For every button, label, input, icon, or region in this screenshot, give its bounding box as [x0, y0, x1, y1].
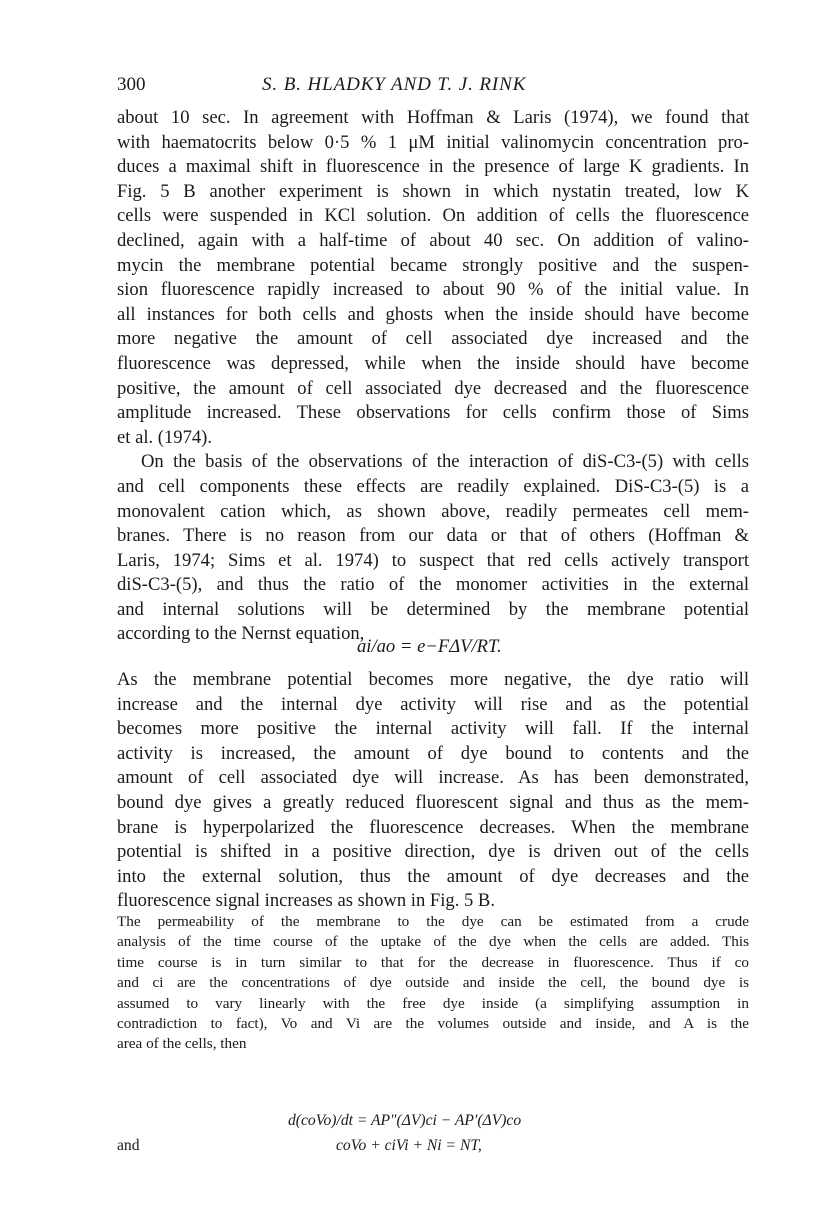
- body-text: [117, 106, 749, 647]
- running-head: S. B. HLADKY AND T. J. RINK: [262, 74, 527, 95]
- text-line: fluorescence signal increases as shown in Fig. 5 B.: [117, 890, 495, 912]
- uptake-rate-equation: d(coVo)/dt = AP″(ΔV)ci − AP′(ΔV)co: [288, 1112, 522, 1129]
- text-line: all instances for both cells and ghosts when the inside should have become: [117, 303, 749, 325]
- text-line: increase and the internal dye activity will rise and as the potential: [117, 693, 749, 715]
- text-line: about 10 sec. In agreement with Hoffman & Laris (1974), we found that: [117, 107, 749, 128]
- nernst-equation: ai/ao = e−FΔV/RT.: [357, 636, 502, 657]
- text-line: according to the Nernst equation,: [117, 623, 365, 645]
- text-line: Laris, 1974; Sims et al. 1974) to suspect that red cells actively transport: [117, 549, 749, 571]
- small-text-line: area of the cells, then: [117, 1035, 247, 1053]
- small-text-line: time course is in turn similar to that for the decrease in fluorescence. Thus if co: [117, 953, 749, 971]
- text-line: declined, again with a half-time of about 40 sec. On addition of valino-: [117, 229, 749, 251]
- dye-conservation-equation: coVo + ciVi + Ni = NT,: [336, 1137, 482, 1154]
- text-line: Fig. 5 B another experiment is shown in which nystatin treated, low K: [117, 180, 749, 202]
- text-line: sion fluorescence rapidly increased to about 90 % of the initial value. In: [117, 279, 749, 301]
- text-line: duces a maximal shift in fluorescence in the presence of large K gradients. In: [117, 156, 749, 178]
- text-line: activity is increased, the amount of dye bound to contents and the: [117, 742, 749, 764]
- small-text-line: and ci are the concentrations of dye outside and inside the cell, the bound dye is: [117, 974, 749, 992]
- text-line: brane is hyperpolarized the fluorescence decreases. When the membrane: [117, 816, 749, 838]
- small-text-line: assumed to vary linearly with the free dye inside (a simplifying assumption in: [117, 994, 749, 1012]
- text-line: and cell components these effects are readily explained. DiS-C3-(5) is a: [117, 475, 749, 497]
- text-line: As the membrane potential becomes more negative, the dye ratio will: [117, 669, 749, 690]
- text-line: fluorescence was depressed, while when the inside should have become: [117, 352, 749, 374]
- text-line: potential is shifted in a positive direction, dye is driven out of the cells: [117, 841, 749, 863]
- text-line: and internal solutions will be determined by the membrane potential: [117, 598, 749, 620]
- text-line: into the external solution, thus the amount of dye decreases and the: [117, 865, 749, 887]
- text-line: positive, the amount of cell associated dye decreased and the fluorescence: [117, 377, 749, 399]
- small-text-line: The permeability of the membrane to the dye can be estimated from a crude: [117, 913, 749, 930]
- text-line: diS-C3-(5), and thus the ratio of the monomer activities in the external: [117, 574, 749, 596]
- small-text-line: analysis of the time course of the uptake of the dye when the cells are added. This: [117, 933, 749, 951]
- text-line: amplitude increased. These observations for cells confirm those of Sims: [117, 402, 749, 424]
- text-line: cells were suspended in KCl solution. On addition of cells the fluorescence: [117, 205, 749, 227]
- small-text-line: contradiction to fact), Vo and Vi are the volumes outside and inside, and A is the: [117, 1015, 749, 1033]
- text-line: branes. There is no reason from our data or that of others (Hoffman &: [117, 525, 749, 547]
- text-line: et al. (1974).: [117, 426, 213, 448]
- text-line: mycin the membrane potential became strongly positive and the suspen-: [117, 254, 749, 276]
- text-line: more negative the amount of cell associated dye increased and the: [117, 328, 749, 350]
- text-line: bound dye gives a greatly reduced fluorescent signal and thus as the mem-: [117, 791, 749, 813]
- text-line: On the basis of the observations of the interaction of diS-C3-(5) with cells: [141, 451, 749, 473]
- text-line: becomes more positive the internal activity will fall. If the internal: [117, 718, 749, 740]
- page-header: [117, 74, 747, 100]
- text-line: monovalent cation which, as shown above, readily permeates cell mem-: [117, 500, 749, 522]
- text-line: with haematocrits below 0·5 % 1 μM initial valinomycin concentration pro-: [117, 131, 749, 153]
- paragraph-1: [117, 106, 749, 450]
- paragraph-3: [117, 668, 749, 914]
- text-line: amount of cell associated dye will increase. As has been demonstrated,: [117, 767, 749, 789]
- body-text-continued: [117, 668, 749, 914]
- page-number: 300: [117, 74, 146, 95]
- paragraph-2: [117, 450, 749, 647]
- and-label: and: [117, 1137, 140, 1154]
- small-print-paragraph: [117, 912, 749, 1055]
